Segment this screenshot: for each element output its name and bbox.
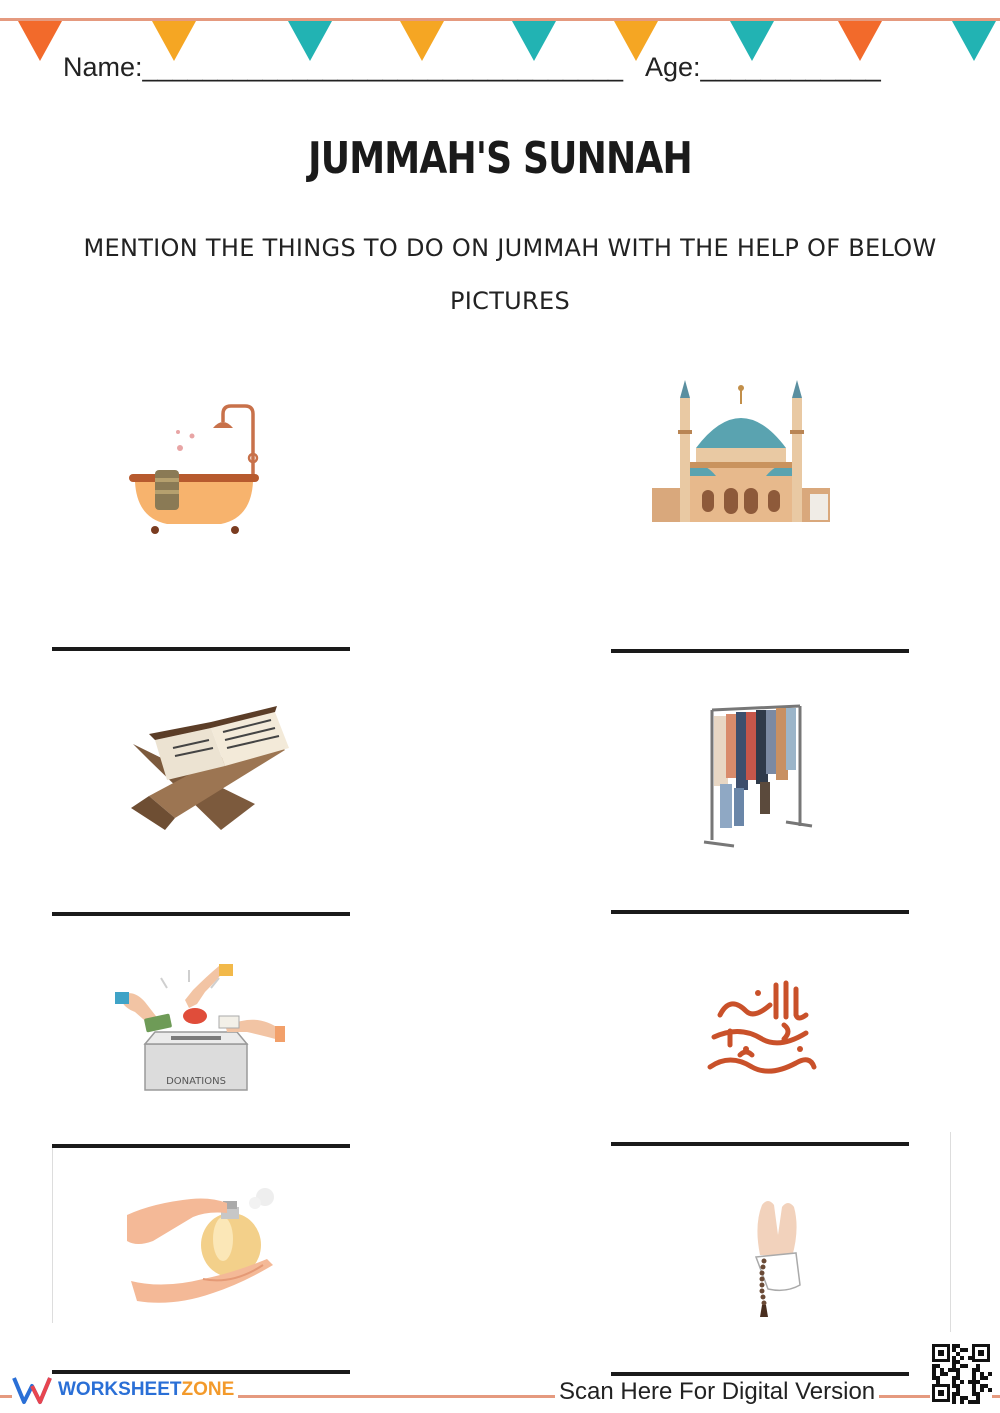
age-label: Age: [645, 52, 701, 82]
answer-line-6[interactable] [611, 1142, 909, 1146]
name-label: Name: [63, 52, 143, 82]
answer-line-2[interactable] [611, 649, 909, 653]
worksheetzone-logo[interactable] [12, 1374, 238, 1406]
donation-box-icon [115, 962, 285, 1098]
answer-line-5[interactable] [52, 1144, 350, 1148]
name-blank[interactable]: ________________________________ [142, 52, 624, 82]
qr-code-icon[interactable] [930, 1342, 992, 1408]
bunting-pennant [18, 21, 62, 61]
brand-name-part2: ZONE [181, 1379, 235, 1400]
brand-name-part1: WORKSHEET [58, 1379, 182, 1400]
instruction-text: MENTION THE THINGS TO DO ON JUMMAH WITH THE HELP OF BELOW PICTURES [83, 234, 937, 315]
quran-on-stand-icon [125, 700, 295, 839]
worksheetzone-w-icon [12, 1374, 52, 1406]
age-blank[interactable]: ____________ [700, 52, 881, 82]
age-field[interactable] [645, 52, 881, 83]
left-frame-rule [52, 1148, 53, 1323]
bathtub-icon [125, 400, 270, 544]
clothes-rack-icon [700, 700, 820, 859]
brand-name [58, 1379, 234, 1401]
salawat-calligraphy-icon [700, 975, 820, 1091]
worksheet-title: JUMMAH'S SUNNAH [308, 133, 692, 184]
answer-line-3[interactable] [52, 912, 350, 916]
answer-line-1[interactable] [52, 647, 350, 651]
praying-hands-icon [740, 1195, 812, 1324]
mosque-icon [650, 378, 832, 528]
right-frame-rule [950, 1132, 951, 1332]
answer-line-4[interactable] [611, 910, 909, 914]
perfume-icon [123, 1185, 283, 1314]
donations-box-label: DONATIONS [166, 1076, 226, 1087]
name-field[interactable] [63, 52, 623, 83]
bunting-pennant [952, 21, 996, 61]
answer-line-8[interactable] [611, 1372, 909, 1376]
scan-prompt: Scan Here For Digital Version [555, 1378, 879, 1406]
